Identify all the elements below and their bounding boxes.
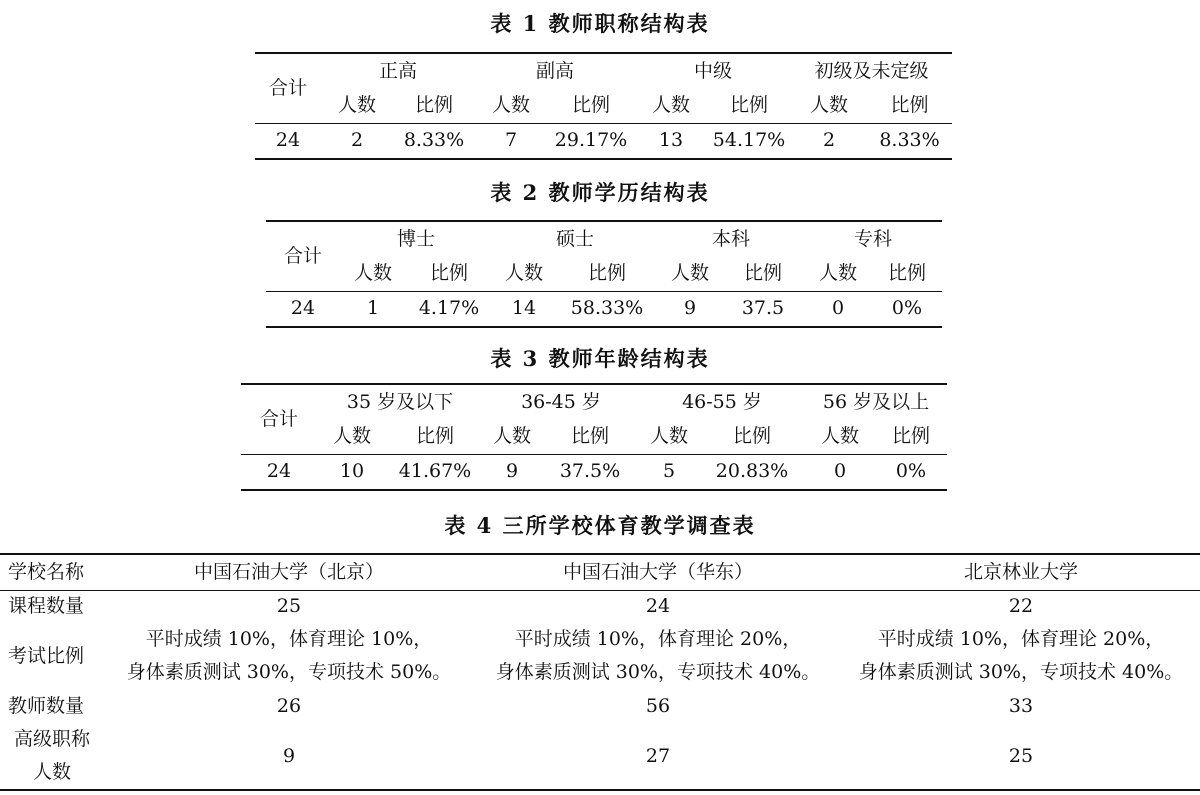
table3-count-header: 人数 xyxy=(492,425,531,448)
table3-title: 表 3 教师年龄结构表 xyxy=(490,346,710,371)
table4-school-header: 中国石油大学（北京） xyxy=(193,560,384,583)
table2-total-header: 合计 xyxy=(283,244,322,267)
table4-row-label: 课程数量 xyxy=(8,595,85,618)
table4-cell: 25 xyxy=(276,595,302,618)
table4-row-label-line: 高级职称 xyxy=(13,728,90,750)
table1-cell: 8.33% xyxy=(403,129,465,152)
table3-group-header: 46-55 岁 xyxy=(682,391,762,413)
table4-header-label: 学校名称 xyxy=(8,560,85,583)
table2-ratio-header: 比例 xyxy=(587,262,626,285)
table2-group-header: 博士 xyxy=(396,228,435,250)
table2-cell: 0 xyxy=(831,297,845,320)
table3-cell: 9 xyxy=(505,460,519,483)
table1-cell: 29.17% xyxy=(554,129,628,152)
table3 xyxy=(241,383,947,491)
table3-cell: 0 xyxy=(833,460,847,483)
table2-group-header: 专科 xyxy=(853,228,892,250)
table2-row xyxy=(266,291,942,327)
table3-cell: 20.83% xyxy=(715,460,789,483)
table3-cell: 0% xyxy=(895,460,927,483)
table4-exam-line: 平时成绩 10%，体育理论 20%， xyxy=(877,628,1165,650)
table1-group-header: 正高 xyxy=(378,60,417,82)
table3-count-header: 人数 xyxy=(820,425,859,448)
table4-cell: 26 xyxy=(276,694,302,717)
table4-exam-cell xyxy=(474,623,842,689)
table3-count-header: 人数 xyxy=(649,425,688,448)
table2 xyxy=(266,220,942,328)
table2-cell: 4.17% xyxy=(418,297,480,320)
table4-header-row xyxy=(0,554,1200,590)
table2-count-header: 人数 xyxy=(504,262,543,285)
table1-cell: 54.17% xyxy=(712,129,786,152)
table3-ratio-header: 比例 xyxy=(570,425,609,448)
table2-group-header: 本科 xyxy=(711,228,750,250)
table2-cell: 14 xyxy=(511,297,537,320)
table1-cell: 7 xyxy=(504,129,518,152)
table2-title: 表 2 教师学历结构表 xyxy=(490,180,710,205)
table3-count-header: 人数 xyxy=(332,425,371,448)
table2-cell: 58.33% xyxy=(570,297,644,320)
table2-cell: 9 xyxy=(683,297,697,320)
table1-count-header: 人数 xyxy=(491,94,530,117)
table3-cell: 41.67% xyxy=(398,460,472,483)
table4 xyxy=(0,553,1200,791)
table1-title: 表 1 教师职称结构表 xyxy=(490,11,710,36)
table1-ratio-header: 比例 xyxy=(890,94,929,117)
table4-school-header: 中国石油大学（华东） xyxy=(562,560,753,583)
table2-ratio-header: 比例 xyxy=(743,262,782,285)
table3-row xyxy=(241,454,947,490)
table2-cell: 37.5 xyxy=(741,297,785,320)
table4-cell: 33 xyxy=(1008,694,1034,717)
table4-exam-cell xyxy=(842,623,1200,689)
table1-cell: 2 xyxy=(350,129,364,152)
table4-row-label: 考试比例 xyxy=(8,644,85,667)
table1-group-header: 副高 xyxy=(535,60,574,82)
table3-cell: 24 xyxy=(266,460,292,483)
table3-ratio-header: 比例 xyxy=(415,425,454,448)
table1-cell: 2 xyxy=(822,129,836,152)
table1 xyxy=(255,52,952,160)
table4-exam-line: 身体素质测试 30%，专项技术 40%。 xyxy=(858,661,1184,683)
table2-cell: 0% xyxy=(891,297,923,320)
table4-cell: 25 xyxy=(1008,744,1034,767)
table4-school-header: 北京林业大学 xyxy=(963,560,1078,583)
table4-row-label xyxy=(0,723,104,790)
table4-exam-line: 平时成绩 10%，体育理论 10%， xyxy=(145,628,433,650)
table2-ratio-header: 比例 xyxy=(887,262,926,285)
table3-cell: 37.5% xyxy=(559,460,621,483)
table4-exam-line: 身体素质测试 30%，专项技术 40%。 xyxy=(495,661,821,683)
table4-exam-line: 平时成绩 10%，体育理论 20%， xyxy=(514,628,802,650)
table3-total-header: 合计 xyxy=(259,407,298,430)
table1-group-header: 初级及未定级 xyxy=(814,60,929,82)
table2-cell: 1 xyxy=(366,297,380,320)
table1-cell: 24 xyxy=(275,129,301,152)
table4-cell: 27 xyxy=(645,744,671,767)
table2-group-header: 硕士 xyxy=(555,228,594,250)
table2-count-header: 人数 xyxy=(670,262,709,285)
table4-row-exam xyxy=(0,623,1200,689)
table4-row-senior xyxy=(0,723,1200,790)
table4-row-label-line: 人数 xyxy=(32,761,71,783)
table1-ratio-header: 比例 xyxy=(729,94,768,117)
table1-group-header: 中级 xyxy=(693,60,732,82)
table1-ratio-header: 比例 xyxy=(414,94,453,117)
table4-cell: 24 xyxy=(645,595,671,618)
table2-cell: 24 xyxy=(290,297,316,320)
table4-title: 表 4 三所学校体育教学调查表 xyxy=(444,513,756,538)
table3-group-header: 35 岁及以下 xyxy=(346,391,454,413)
table1-cell: 13 xyxy=(658,129,684,152)
table1-cell: 8.33% xyxy=(879,129,940,152)
table4-cell: 9 xyxy=(282,744,296,767)
table1-count-header: 人数 xyxy=(651,94,690,117)
table2-ratio-header: 比例 xyxy=(429,262,468,285)
table1-row xyxy=(255,123,952,159)
table1-ratio-header: 比例 xyxy=(571,94,610,117)
table3-cell: 10 xyxy=(339,460,365,483)
table3-group-header: 56 岁及以上 xyxy=(822,391,930,413)
table2-count-header: 人数 xyxy=(818,262,857,285)
table4-row-courses xyxy=(0,590,1200,623)
table3-ratio-header: 比例 xyxy=(732,425,771,448)
table4-row-label: 教师数量 xyxy=(8,694,85,717)
table3-ratio-header: 比例 xyxy=(891,425,930,448)
table2-count-header: 人数 xyxy=(353,262,392,285)
table3-cell: 5 xyxy=(662,460,676,483)
table4-row-teachers xyxy=(0,689,1200,723)
table4-cell: 22 xyxy=(1008,595,1034,618)
table4-cell: 56 xyxy=(645,694,671,717)
table1-count-header: 人数 xyxy=(337,94,376,117)
table4-exam-cell xyxy=(104,623,474,689)
table3-group-header: 36-45 岁 xyxy=(521,391,601,413)
table4-exam-line: 身体素质测试 30%，专项技术 50%。 xyxy=(126,661,452,683)
table1-count-header: 人数 xyxy=(809,94,848,117)
table1-total-header: 合计 xyxy=(268,76,307,99)
